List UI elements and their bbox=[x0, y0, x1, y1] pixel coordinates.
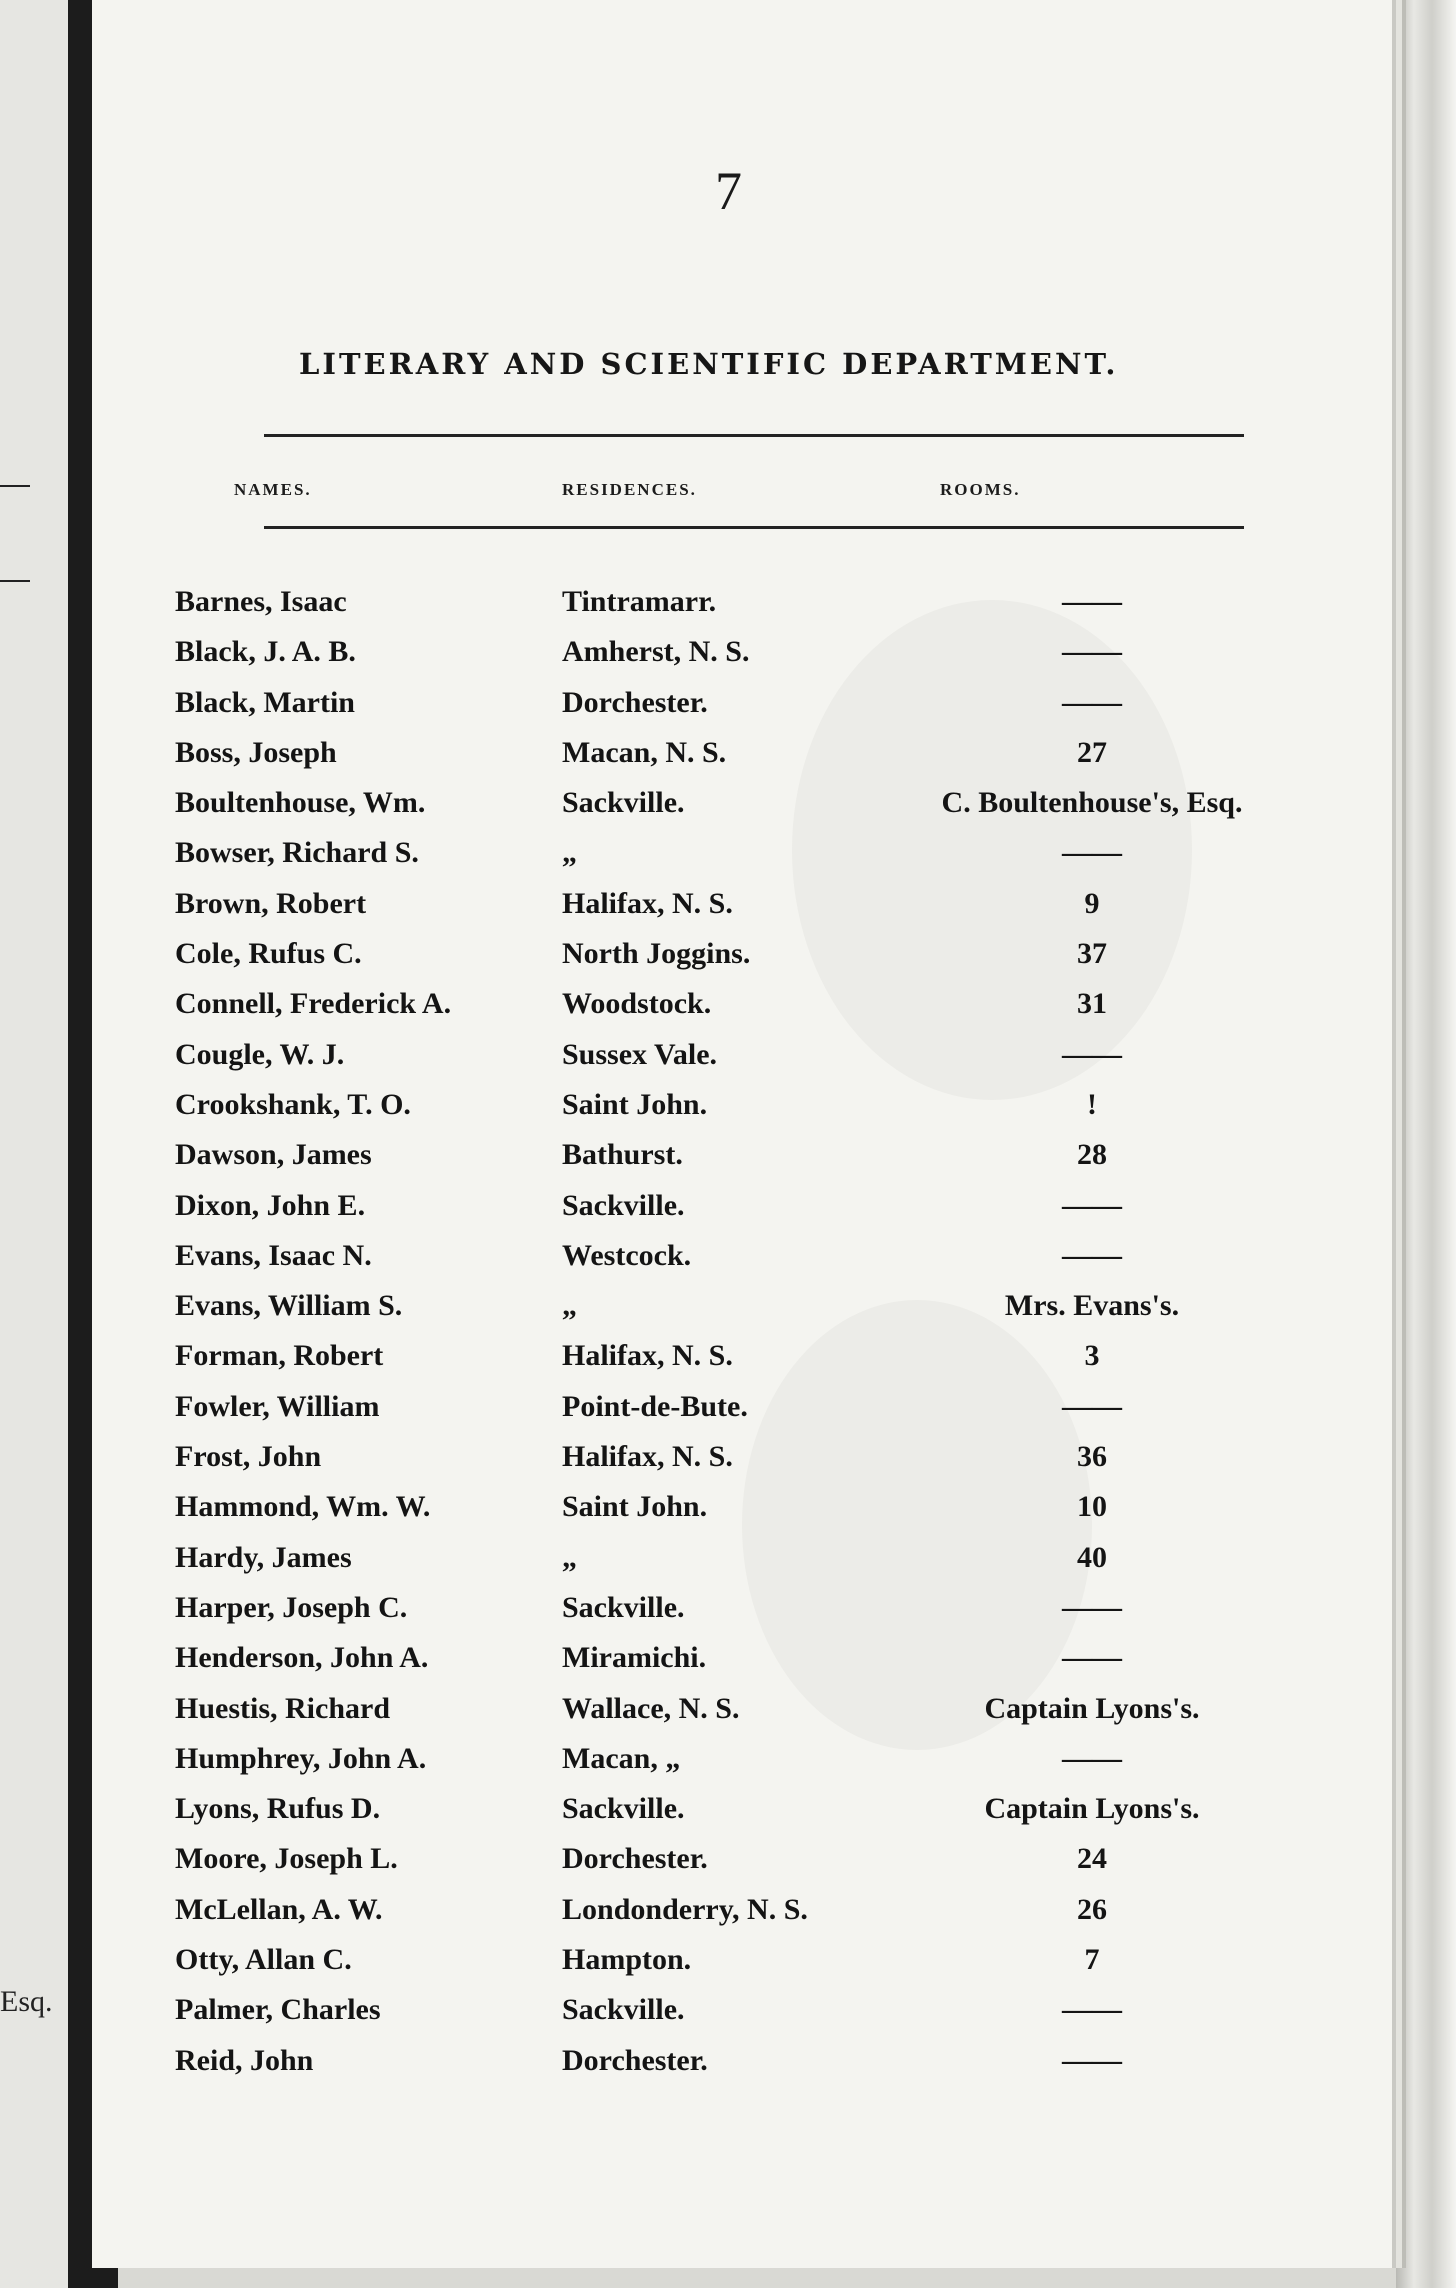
department-title: LITERARY AND SCIENTIFIC DEPARTMENT. bbox=[299, 347, 1119, 381]
entry-name: Forman, Robert bbox=[175, 1339, 384, 1373]
entry-name: McLellan, A. W. bbox=[175, 1892, 383, 1926]
entry-name: Boultenhouse, Wm. bbox=[175, 786, 426, 820]
entry-residence: Dorchester. bbox=[562, 2043, 708, 2077]
entry-room: 36 bbox=[1077, 1440, 1107, 1474]
entry-room: ! bbox=[1087, 1087, 1097, 1121]
entry-name: Cole, Rufus C. bbox=[175, 937, 362, 971]
entry-residence: Wallace, N. S. bbox=[562, 1691, 740, 1725]
register-entry bbox=[92, 1239, 1392, 1289]
entry-residence: North Joggins. bbox=[562, 937, 751, 971]
register-entry bbox=[92, 987, 1392, 1037]
register-entry bbox=[92, 1792, 1392, 1842]
column-header-names: NAMES. bbox=[234, 480, 312, 499]
entry-name: Connell, Frederick A. bbox=[175, 987, 452, 1021]
entry-room: 27 bbox=[1077, 735, 1107, 769]
entry-room: 3 bbox=[1084, 1339, 1100, 1373]
entry-name: Lyons, Rufus D. bbox=[175, 1792, 381, 1826]
entry-name: Brown, Robert bbox=[175, 886, 367, 920]
entry-name: Barnes, Isaac bbox=[175, 585, 347, 618]
entry-residence: Halifax, N. S. bbox=[562, 1440, 733, 1474]
register-entry bbox=[92, 1339, 1392, 1389]
column-header-residences: RESIDENCES. bbox=[562, 480, 697, 499]
register-entry bbox=[92, 585, 1392, 635]
entry-name: Moore, Joseph L. bbox=[175, 1842, 398, 1876]
previous-page-edge bbox=[0, 0, 70, 2288]
register-entry bbox=[92, 1440, 1392, 1490]
entry-residence: Miramichi. bbox=[562, 1641, 707, 1675]
document-page bbox=[92, 0, 1396, 2268]
entry-residence: Point-de-Bute. bbox=[562, 1389, 748, 1423]
entry-residence: Halifax, N. S. bbox=[562, 1339, 733, 1373]
entry-residence: Macan, N. S. bbox=[562, 735, 727, 769]
register-entry bbox=[92, 1490, 1392, 1540]
register-entry bbox=[92, 635, 1392, 685]
entry-residence: Macan, „ bbox=[562, 1741, 681, 1775]
entry-name: Fowler, William bbox=[175, 1389, 380, 1423]
entry-room: —— bbox=[1062, 1993, 1122, 2027]
entry-name: Harper, Joseph C. bbox=[175, 1590, 408, 1624]
register-entry bbox=[92, 786, 1392, 836]
entry-residence: Dorchester. bbox=[562, 1842, 708, 1876]
entry-residence: Sackville. bbox=[562, 1590, 685, 1624]
entry-residence: „ bbox=[562, 1289, 577, 1323]
register-entry bbox=[92, 1289, 1392, 1339]
entry-room: Captain Lyons's. bbox=[984, 1792, 1200, 1826]
entry-room: 37 bbox=[1077, 937, 1107, 971]
entry-name: Humphrey, John A. bbox=[175, 1741, 427, 1775]
entry-room: —— bbox=[1062, 2043, 1122, 2077]
entry-residence: Tintramarr. bbox=[562, 585, 717, 618]
entry-room: —— bbox=[1062, 1389, 1122, 1423]
entry-name: Black, Martin bbox=[175, 685, 355, 719]
entry-residence: Saint John. bbox=[562, 1087, 708, 1121]
entry-name: Cougle, W. J. bbox=[175, 1037, 345, 1071]
entry-name: Evans, William S. bbox=[175, 1289, 403, 1323]
register-entry bbox=[92, 1541, 1392, 1591]
entry-room: —— bbox=[1062, 1590, 1122, 1624]
entry-room: 7 bbox=[1084, 1943, 1100, 1977]
entry-room: —— bbox=[1062, 585, 1122, 618]
page-stack-edge bbox=[1396, 0, 1456, 2288]
register-entry bbox=[92, 836, 1392, 886]
entry-residence: Sackville. bbox=[562, 1792, 685, 1826]
student-register-list bbox=[92, 585, 1392, 2094]
entry-residence: Hampton. bbox=[562, 1943, 692, 1977]
margin-rule-mark bbox=[0, 485, 30, 487]
entry-residence: „ bbox=[562, 836, 577, 870]
entry-residence: Londonderry, N. S. bbox=[562, 1892, 808, 1926]
entry-residence: Saint John. bbox=[562, 1490, 708, 1524]
register-entry bbox=[92, 887, 1392, 937]
register-entry bbox=[92, 686, 1392, 736]
entry-residence: Sackville. bbox=[562, 1993, 685, 2027]
header-top-rule bbox=[264, 434, 1244, 437]
entry-name: Black, J. A. B. bbox=[175, 635, 356, 669]
register-entry bbox=[92, 1893, 1392, 1943]
register-entry bbox=[92, 1993, 1392, 2043]
register-entry bbox=[92, 736, 1392, 786]
entry-residence: Amherst, N. S. bbox=[562, 635, 750, 669]
register-entry bbox=[92, 1038, 1392, 1088]
entry-name: Crookshank, T. O. bbox=[175, 1087, 411, 1121]
entry-name: Hardy, James bbox=[175, 1540, 352, 1574]
entry-room: 24 bbox=[1077, 1842, 1107, 1876]
page-number: 7 bbox=[715, 161, 742, 221]
entry-name: Dawson, James bbox=[175, 1138, 372, 1172]
entry-room: 40 bbox=[1077, 1540, 1107, 1574]
entry-room: 10 bbox=[1077, 1490, 1107, 1524]
entry-residence: Halifax, N. S. bbox=[562, 886, 733, 920]
entry-name: Henderson, John A. bbox=[175, 1641, 429, 1675]
entry-residence: Sackville. bbox=[562, 786, 685, 820]
entry-room: Captain Lyons's. bbox=[984, 1691, 1200, 1725]
entry-name: Evans, Isaac N. bbox=[175, 1238, 372, 1272]
entry-room: 28 bbox=[1077, 1138, 1107, 1172]
entry-room: —— bbox=[1062, 1641, 1122, 1675]
entry-room: —— bbox=[1062, 1238, 1122, 1272]
entry-room: —— bbox=[1062, 1037, 1122, 1071]
entry-name: Boss, Joseph bbox=[175, 735, 337, 769]
register-entry bbox=[92, 937, 1392, 987]
register-entry bbox=[92, 1641, 1392, 1691]
register-entry bbox=[92, 1591, 1392, 1641]
register-entry bbox=[92, 1943, 1392, 1993]
register-entry bbox=[92, 2044, 1392, 2094]
entry-name: Palmer, Charles bbox=[175, 1993, 381, 2027]
entry-room: —— bbox=[1062, 635, 1122, 669]
register-entry bbox=[92, 1390, 1392, 1440]
entry-residence: Sackville. bbox=[562, 1188, 685, 1222]
entry-residence: Sussex Vale. bbox=[562, 1037, 718, 1071]
entry-name: Huestis, Richard bbox=[175, 1691, 391, 1725]
entry-residence: Dorchester. bbox=[562, 685, 708, 719]
register-entry bbox=[92, 1189, 1392, 1239]
entry-room: —— bbox=[1062, 685, 1122, 719]
register-entry bbox=[92, 1138, 1392, 1188]
entry-room: Mrs. Evans's. bbox=[1004, 1289, 1180, 1323]
entry-name: Dixon, John E. bbox=[175, 1188, 366, 1222]
column-header-rooms: ROOMS. bbox=[940, 480, 1021, 499]
entry-room: —— bbox=[1062, 1741, 1122, 1775]
register-entry bbox=[92, 1742, 1392, 1792]
register-entry bbox=[92, 1692, 1392, 1742]
entry-room: 31 bbox=[1077, 987, 1107, 1021]
entry-name: Reid, John bbox=[175, 2043, 314, 2077]
register-entry bbox=[92, 1842, 1392, 1892]
entry-name: Frost, John bbox=[175, 1440, 322, 1474]
entry-name: Hammond, Wm. W. bbox=[175, 1490, 431, 1524]
register-entry bbox=[92, 1088, 1392, 1138]
previous-page-text-fragment: Esq. bbox=[0, 1985, 53, 2018]
entry-residence: „ bbox=[562, 1540, 577, 1574]
entry-room: C. Boultenhouse's, Esq. bbox=[941, 786, 1243, 820]
margin-rule-mark bbox=[0, 580, 30, 582]
entry-room: —— bbox=[1062, 836, 1122, 870]
entry-room: 9 bbox=[1084, 886, 1100, 920]
entry-name: Bowser, Richard S. bbox=[175, 836, 419, 870]
entry-residence: Woodstock. bbox=[562, 987, 712, 1021]
entry-room: 26 bbox=[1077, 1892, 1107, 1926]
entry-name: Otty, Allan C. bbox=[175, 1943, 352, 1977]
header-bottom-rule bbox=[264, 526, 1244, 529]
entry-residence: Westcock. bbox=[562, 1238, 692, 1272]
entry-room: —— bbox=[1062, 1188, 1122, 1222]
entry-residence: Bathurst. bbox=[562, 1138, 683, 1172]
